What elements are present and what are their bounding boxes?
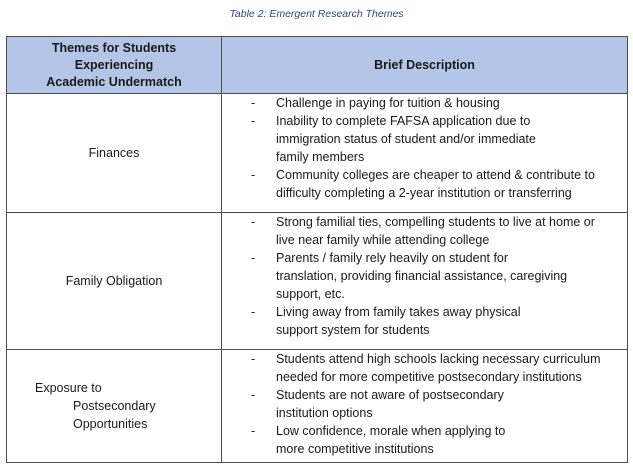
- bullet-item: [222, 422, 627, 458]
- bullet-line: - Living away from family takes away physical: [276, 305, 521, 319]
- bullet-line: live near family while attending college: [276, 233, 490, 247]
- bullet-item: [222, 350, 627, 386]
- bullet-item: [222, 249, 627, 303]
- theme-label: Postsecondary: [73, 399, 156, 413]
- bullet-line: family members: [276, 150, 365, 164]
- research-themes-table: [6, 36, 628, 463]
- bullet-item: [222, 112, 627, 166]
- bullet-list: [222, 94, 627, 202]
- bullet-line: support system for students: [276, 323, 430, 337]
- bullet-list: [222, 350, 627, 458]
- description-cell: [222, 213, 628, 350]
- table-row: [7, 350, 628, 463]
- bullet-line: institution options: [276, 406, 373, 420]
- bullet-item: [222, 386, 627, 422]
- header-themes-line: Experiencing: [74, 57, 154, 72]
- bullet-list: [222, 213, 627, 339]
- theme-cell: [7, 350, 222, 463]
- theme-cell: [7, 213, 222, 350]
- bullet-line: - Challenge in paying for tuition & housing: [276, 96, 500, 110]
- header-themes: [7, 37, 222, 94]
- description-cell: [222, 350, 628, 463]
- theme-label: Exposure to: [35, 381, 102, 395]
- bullet-line: - Students attend high schools lacking necessary curriculum: [276, 352, 601, 366]
- theme-label: Opportunities: [73, 417, 148, 431]
- theme-cell: [7, 94, 222, 213]
- bullet-line: - Community colleges are cheaper to attend & contribute to: [276, 168, 595, 182]
- bullet-line: - Students are not aware of postsecondary: [276, 388, 504, 402]
- bullet-line: difficulty completing a 2-year institution or transferring: [276, 186, 572, 200]
- table-row: [7, 94, 628, 213]
- description-cell: [222, 94, 628, 213]
- bullet-item: [222, 166, 627, 202]
- bullet-line: more competitive institutions: [276, 442, 434, 456]
- bullet-item: [222, 94, 627, 112]
- header-themes-line: Academic Undermatch: [46, 74, 182, 89]
- bullet-line: - Low confidence, morale when applying to: [276, 424, 506, 438]
- table-caption: Table 2: Emergent Research Themes: [229, 8, 404, 20]
- bullet-line: support, etc.: [276, 287, 345, 301]
- header-description: Brief Description: [222, 37, 628, 94]
- theme-label: Finances: [88, 146, 140, 160]
- bullet-line: - Inability to complete FAFSA application due to: [276, 114, 531, 128]
- bullet-item: [222, 213, 627, 249]
- theme-label: Family Obligation: [65, 274, 163, 288]
- bullet-line: translation, providing financial assistance, caregiving: [276, 269, 568, 283]
- bullet-line: - Strong familial ties, compelling students to live at home or: [276, 215, 595, 229]
- table-header-row: [7, 37, 628, 94]
- bullet-item: [222, 303, 627, 339]
- table-row: [7, 213, 628, 350]
- bullet-line: immigration status of student and/or immediate: [276, 132, 536, 146]
- bullet-line: - Parents / family rely heavily on student for: [276, 251, 509, 265]
- bullet-line: needed for more competitive postsecondary institutions: [276, 370, 582, 384]
- header-themes-line: Themes for Students: [51, 40, 177, 55]
